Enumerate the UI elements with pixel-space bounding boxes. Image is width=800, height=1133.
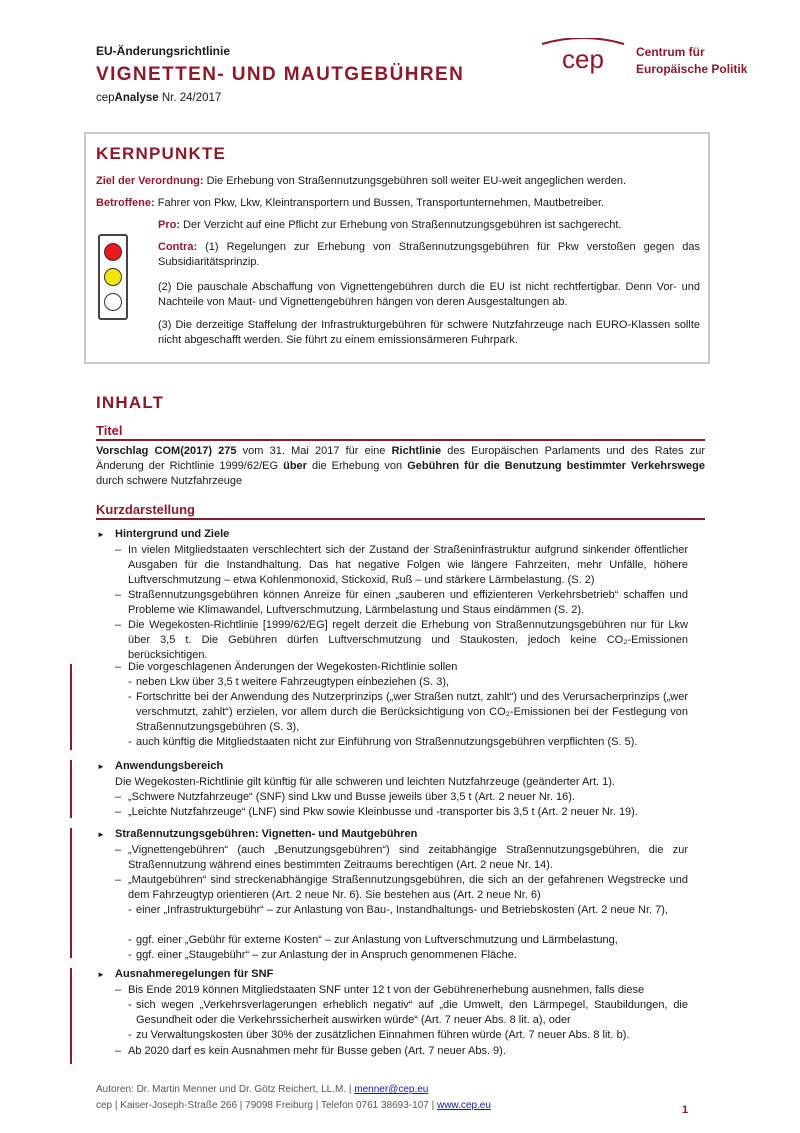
yellow-lamp-icon	[104, 268, 122, 286]
inhalt-title: INHALT	[96, 393, 165, 412]
section-heading: Straßennutzungsgebühren: Vignetten- und Mautgebühren	[115, 828, 418, 840]
document-title: VIGNETTEN- UND MAUTGEBÜHREN	[96, 64, 465, 85]
list-item: Ab 2020 darf es kein Ausnahmen mehr für Busse geben (Art. 7 neuer Abs. 9).	[128, 1045, 506, 1057]
sub-list-item: einer „Infrastrukturgebühr“ – zur Anlastung von Bau-, Instandhaltungs- und Betriebskosten (Art. 2 neue Nr. 7),	[136, 904, 668, 916]
list-item: Straßennutzungsgebühren können Anreize für einen „sauberen und effizienteren Verkehrsbetrieb“ schaffen und Probleme wie Klimawandel, Luftverschmutzung, Lärmbelastung und Staus eindämmen (S. 2).	[128, 589, 688, 616]
betroffene-paragraph: Betroffene: Fahrer von Pkw, Lkw, Kleintransportern und Bussen, Transportunternehmen, Mautbetreiber.	[96, 197, 605, 209]
titel-heading: Titel	[96, 423, 123, 438]
list-item: Die Wegekosten-Richtlinie [1999/62/EG] regelt derzeit die Erhebung von Straßennutzungsgebühren nur für Lkw über 3,5 t. Die Gebühren dürfen Luftverschmutzung und Staukosten, jedoch keine CO₂-Emissionen berücksichtigen.	[128, 619, 688, 661]
kurzdarstellung-heading: Kurzdarstellung	[96, 502, 195, 517]
section-arrow-icon: ►	[97, 830, 105, 839]
change-bar	[70, 828, 72, 958]
ziel-paragraph: Ziel der Verordnung: Die Erhebung von Straßennutzungsgebühren soll weiter EU-weit angeglichen werden.	[96, 175, 627, 187]
list-item: Die vorgeschlagenen Änderungen der Wegekosten-Richtlinie sollen	[128, 661, 458, 673]
section-heading: Hintergrund und Ziele	[115, 528, 230, 540]
list-item: „Vignettengebühren“ (auch „Benutzungsgebühren“) sind zeitabhängige Straßennutzungsgebühren, die zur Straßennutzung während eines bestimmten Zeitraums berechtigen (Art. 2 neue Nr. 14).	[128, 844, 688, 871]
paragraph: Die Wegekosten-Richtlinie gilt künftig für alle schweren und leichten Nutzfahrzeuge (geänderter Art. 1).	[115, 776, 615, 788]
traffic-light-icon	[98, 234, 128, 320]
section-arrow-icon: ►	[97, 970, 105, 979]
kernpunkte-title: KERNPUNKTE	[96, 144, 227, 163]
titel-rule	[96, 439, 705, 441]
document-type: EU-Änderungsrichtlinie	[96, 44, 231, 58]
section-arrow-icon: ►	[97, 762, 105, 771]
section-heading: Ausnahmeregelungen für SNF	[115, 968, 274, 980]
footer-address: cep | Kaiser-Joseph-Straße 266 | 79098 Freiburg | Telefon 0761 38693-107 | www.cep.eu	[96, 1100, 491, 1111]
sub-list-item: ggf. einer „Gebühr für externe Kosten“ – zur Anlastung von Luftverschmutzung und Lärmbelastung,	[136, 934, 618, 946]
titel-text: Vorschlag COM(2017) 275 vom 31. Mai 2017 für eine Richtlinie des Europäischen Parlaments und des Rates zur Änderung der Richtlinie 1999/62/EG über die Erhebung von Gebühren für die Benutzung bestimmter Verkehrswege durch schwere Nutzfahrzeuge	[96, 445, 705, 487]
sub-list-item: sich wegen „Verkehrsverlagerungen erheblich negativ“ auf „die Umwelt, den Lärmpegel, Staubildungen, die Gesundheit oder die Verkehrssicherheit auswirken würde“ (Art. 7 neuer Abs. 8 lit. a), oder	[136, 999, 688, 1026]
change-bar	[70, 664, 72, 750]
list-item: „Schwere Nutzfahrzeuge“ (SNF) sind Lkw und Busse jeweils über 3,5 t (Art. 2 neuer Nr. 16).	[128, 791, 575, 803]
kurzdarstellung-rule	[96, 518, 705, 520]
contra-paragraph-1: Contra: (1) Regelungen zur Erhebung von Straßennutzungsgebühren für Pkw verstoßen gegen das Subsidiaritätsprinzip.	[158, 241, 700, 268]
list-item: „Leichte Nutzfahrzeuge“ (LNF) sind Pkw sowie Kleinbusse und -transporter bis 3,5 t (Art. 2 neuer Nr. 19).	[128, 806, 638, 818]
sub-list-item: auch künftig die Mitgliedstaaten nicht zur Einführung von Straßennutzungsgebühren verpflichten (S. 5).	[136, 736, 638, 748]
red-lamp-icon	[104, 243, 122, 261]
organization-name: Centrum für Europäische Politik	[636, 45, 748, 76]
section-arrow-icon: ►	[97, 530, 105, 539]
change-bar	[70, 760, 72, 818]
author-email-link[interactable]: menner@cep.eu	[354, 1084, 429, 1095]
section-heading: Anwendungsbereich	[115, 760, 224, 772]
website-link[interactable]: www.cep.eu	[436, 1100, 491, 1111]
sub-list-item: zu Verwaltungskosten über 30% der zusätzlichen Einnahmen führen würde (Art. 7 neuer Abs. 8 lit. b).	[136, 1029, 630, 1041]
pro-paragraph: Pro: Der Verzicht auf eine Pflicht zur Erhebung von Straßennutzungsgebühren ist sachgerecht.	[158, 219, 622, 231]
sub-list-item: Fortschritte bei der Anwendung des Nutzerprinzips („wer Straßen nutzt, zahlt“) und des Verursacherprinzips („wer verschmutzt, zahlt“) erzielen, vor allem durch die Berücksichtigung von CO₂-Emissionen bei der Festlegung von Straßennutzungsgebühren (S. 3),	[136, 691, 688, 733]
footer-authors: Autoren: Dr. Martin Menner und Dr. Götz Reichert, LL.M. | menner@cep.eu	[96, 1084, 429, 1095]
analysis-number: cepAnalyse Nr. 24/2017	[96, 92, 222, 104]
page-number: 1	[682, 1104, 689, 1116]
contra-paragraph-2: (2) Die pauschale Abschaffung von Vignettengebühren durch die EU ist nicht rechtfertigbar. Denn Vor- und Nachteile von Maut- und Vignettengebühren hängen von deren Ausgestaltungen ab.	[158, 281, 700, 308]
list-item: In vielen Mitgliedstaaten verschlechtert sich der Zustand der Straßeninfrastruktur aufgrund sinkender öffentlicher Ausgaben für die Instandhaltung. Das hat negative Folgen wie längere Fahrzeiten, mehr Unfälle, höhere Luftverschmutzung – etwa Kohlenmonoxid, Stickoxid, Ruß – und stärkere Lärmbelastung. (S. 2)	[128, 544, 688, 586]
list-item: „Mautgebühren“ sind streckenabhängige Straßennutzungsgebühren, die sich an der gefahrenen Wegstrecke und dem Fahrzeugtyp orientieren (Art. 2 neue Nr. 6). Sie bestehen aus (Art. 2 neue Nr. 6)	[128, 874, 688, 901]
contra-paragraph-3: (3) Die derzeitige Staffelung der Infrastrukturgebühren für schwere Nutzfahrzeuge nach EURO-Klassen sollte nicht abgeschafft werden. Sie führt zu einem emissionsärmeren Fuhrpark.	[158, 319, 700, 346]
svg-text:cep: cep	[562, 44, 604, 74]
sub-list-item: ggf. einer „Staugebühr“ – zur Anlastung der in Anspruch genommenen Fläche.	[136, 949, 517, 961]
cep-logo	[538, 38, 628, 78]
sub-list-item: neben Lkw über 3,5 t weitere Fahrzeugtypen einbeziehen (S. 3),	[136, 676, 450, 688]
list-item: Bis Ende 2019 können Mitgliedstaaten SNF unter 12 t von der Gebührenerhebung ausnehmen, falls diese	[128, 984, 645, 996]
white-lamp-icon	[104, 293, 122, 311]
change-bar	[70, 968, 72, 1064]
